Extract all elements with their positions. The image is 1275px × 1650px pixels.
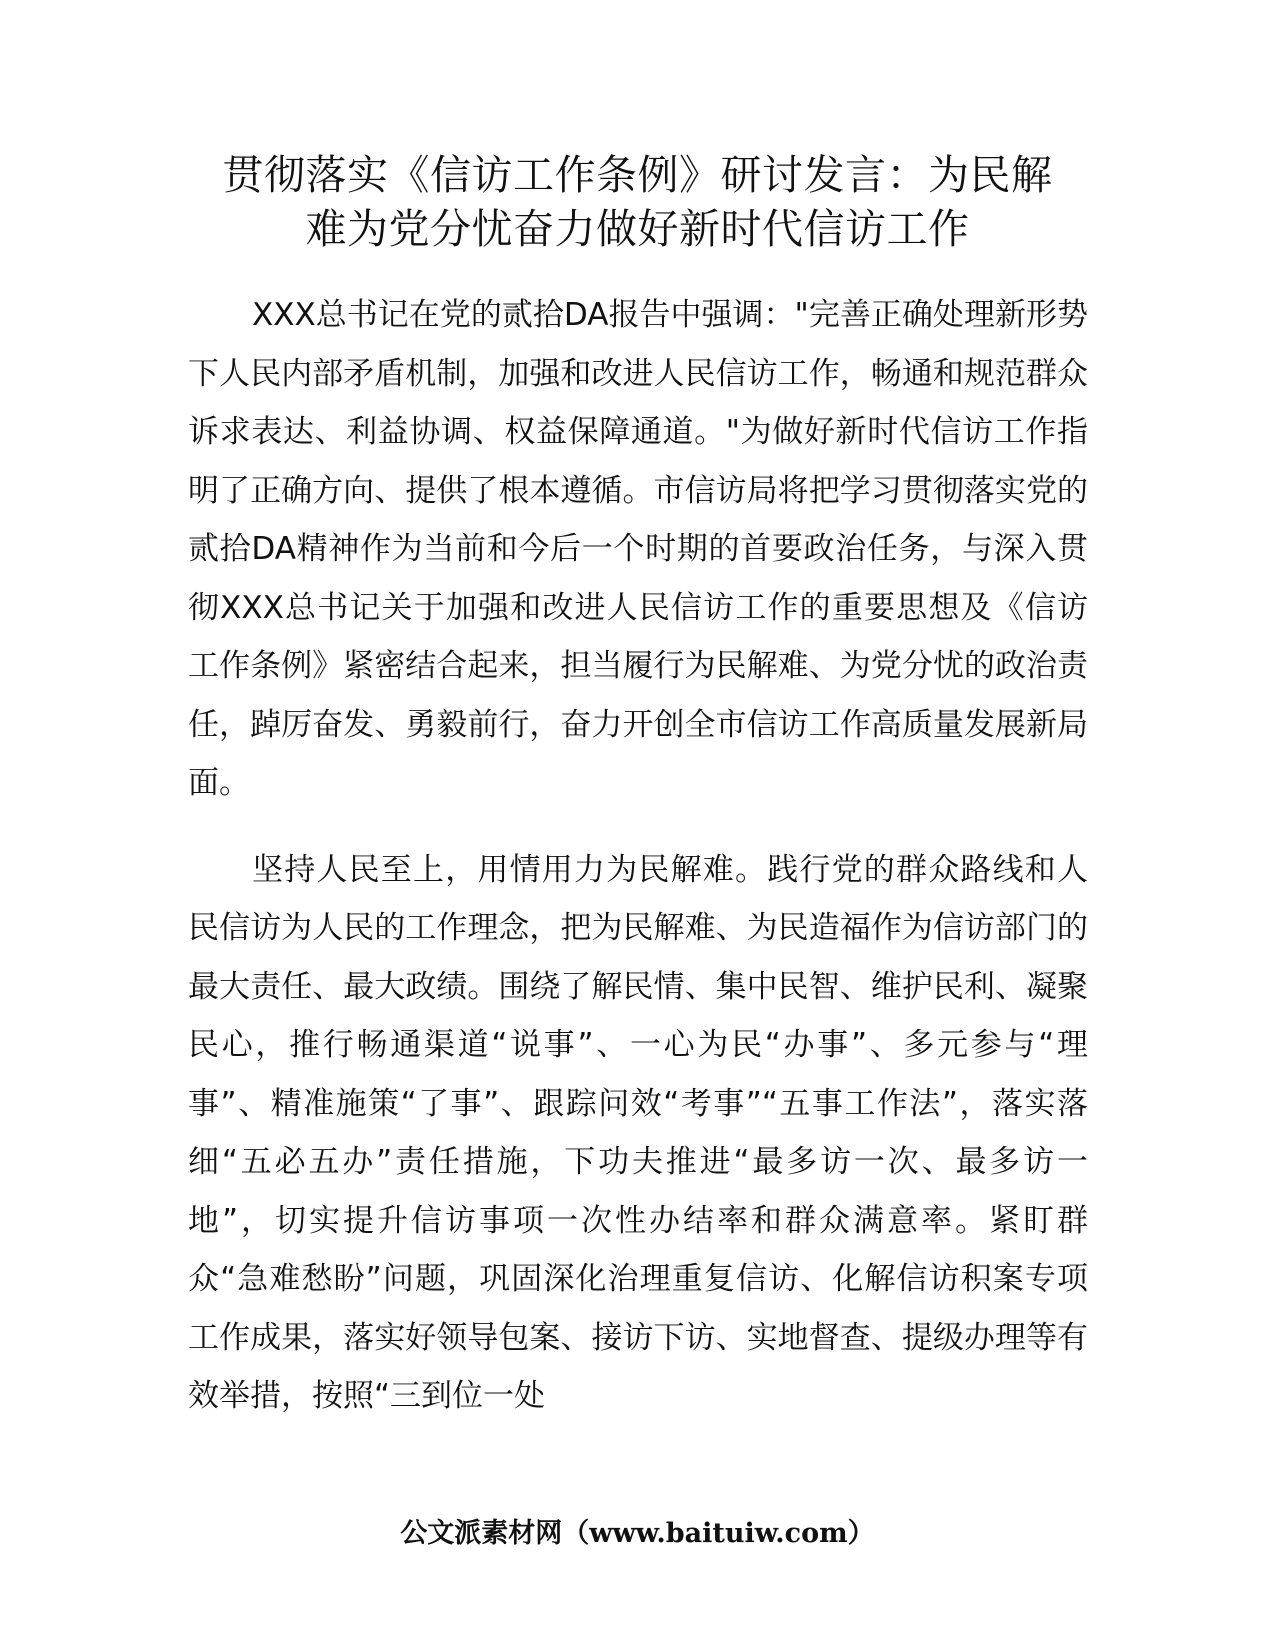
document-body (188, 286, 1088, 1454)
title-line-2: 难为党分忧奋力做好新时代信访工作 (305, 205, 970, 253)
body-paragraph-1: XXX总书记在党的贰拾DA报告中强调："完善正确处理新形势下人民内部矛盾机制，加强和改进人民信访工作，畅通和规范群众诉求表达、利益协调、权益保障通道。"为做好新时代信访工作指明了正确方向、提供了根本遵循。市信访局将把学习贯彻落实党的贰拾DA精神作为当前和今后一个时期的首要政治任务，与深入贯彻XXX总书记关于加强和改进人民信访工作的重要思想及《信访工作条例》紧密结合起来，担当履行为民解难、为党分忧的政治责任，踔厉奋发、勇毅前行，奋力开创全市信访工作高质量发展新局面。 (188, 297, 1088, 801)
footer-watermark: 公文派素材网（www.baituiw.com） (400, 1518, 875, 1549)
body-paragraph-2: 坚持人民至上，用情用力为民解难。践行党的群众路线和人民信访为人民的工作理念，把为民解难、为民造福作为信访部门的最大责任、最大政绩。围绕了解民情、集中民智、维护民利、凝聚民心，推行畅通渠道“说事”、一心为民“办事”、多元参与“理事”、精准施策“了事”、跟踪问效“考事”“五事工作法”，落实落细“五必五办”责任措施，下功夫推进“最多访一次、最多访一地”，切实提升信访事项一次性办结率和群众满意率。紧盯群众“急难愁盼”问题，巩固深化治理重复信访、化解信访积案专项工作成果，落实好领导包案、接访下访、实地督查、提级办理等有效举措，按照“三到位一处 (188, 851, 1088, 1414)
title-line-1: 贯彻落实《信访工作条例》研讨发言：为民解 (222, 151, 1053, 199)
document-title (150, 148, 1125, 256)
